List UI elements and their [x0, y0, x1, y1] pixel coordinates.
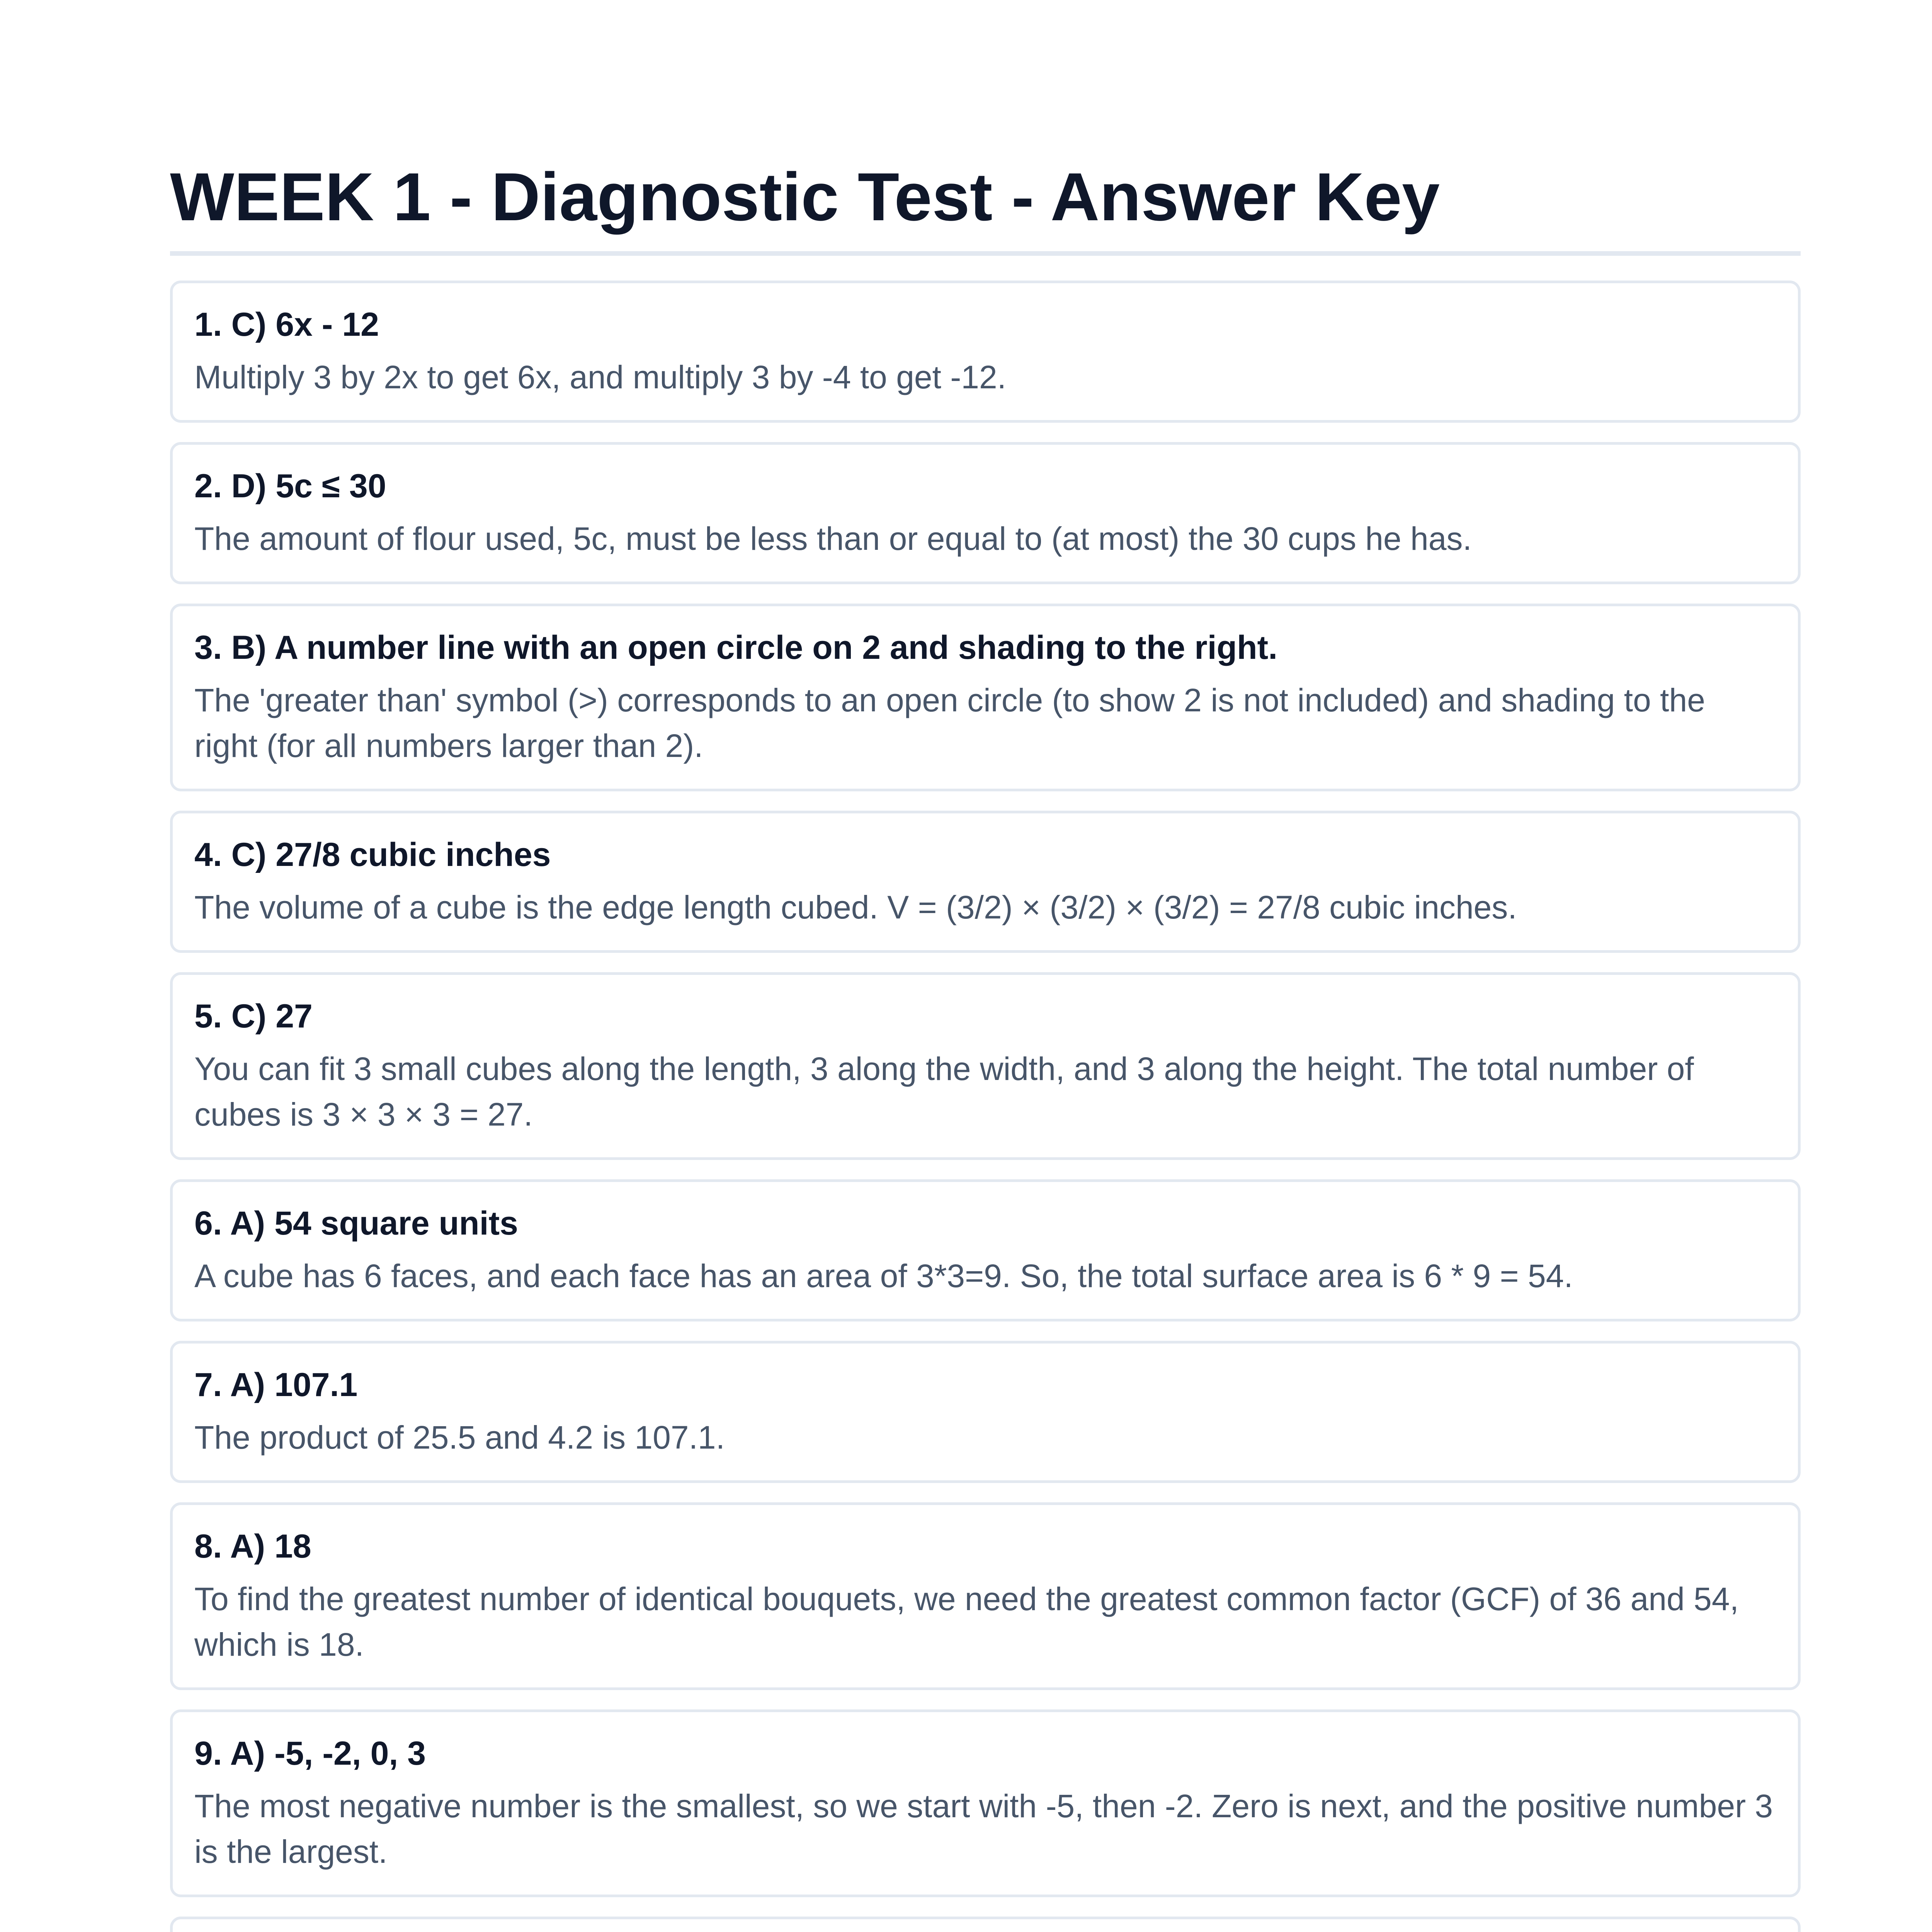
answer-explanation: The product of 25.5 and 4.2 is 107.1. [194, 1419, 725, 1456]
title-divider [170, 251, 1801, 256]
answer-card-5 [170, 972, 1801, 1160]
answer-heading: 9. A) -5, -2, 0, 3 [194, 1735, 426, 1772]
answer-card-2 [170, 442, 1801, 584]
answer-card-1 [170, 281, 1801, 423]
answer-explanation: The volume of a cube is the edge length cubed. V = (3/2) × (3/2) × (3/2) = 27/8 cubic inches. [194, 889, 1517, 925]
answer-explanation: A cube has 6 faces, and each face has an area of 3*3=9. So, the total surface area is 6 * 9 = 54. [194, 1258, 1573, 1294]
answer-heading: 8. A) 18 [194, 1528, 311, 1565]
answer-card-3 [170, 604, 1801, 791]
answer-key-page [170, 151, 1801, 1932]
answer-card-9 [170, 1709, 1801, 1897]
answer-explanation: The most negative number is the smallest, so we start with -5, then -2. Zero is next, and the positive number 3 is the largest. [194, 1788, 1773, 1870]
answer-heading: 5. C) 27 [194, 998, 313, 1035]
answer-heading: 4. C) 27/8 cubic inches [194, 836, 551, 873]
answer-explanation: To find the greatest number of identical bouquets, we need the greatest common factor (GCF) of 36 and 54, which is 18. [194, 1581, 1739, 1663]
answer-explanation: Multiply 3 by 2x to get 6x, and multiply 3 by -4 to get -12. [194, 359, 1007, 395]
answer-heading: 7. A) 107.1 [194, 1366, 358, 1403]
answer-card-7 [170, 1341, 1801, 1483]
answer-explanation: The 'greater than' symbol (>) corresponds to an open circle (to show 2 is not included) and shading to the right (for all numbers larger than 2). [194, 682, 1705, 764]
answer-heading: 6. A) 54 square units [194, 1205, 518, 1242]
answer-card-8 [170, 1502, 1801, 1690]
answer-heading: 3. B) A number line with an open circle on 2 and shading to the right. [194, 629, 1278, 666]
answer-card-4 [170, 811, 1801, 953]
answer-heading: 1. C) 6x - 12 [194, 306, 379, 343]
answer-explanation: The amount of flour used, 5c, must be less than or equal to (at most) the 30 cups he has. [194, 520, 1472, 557]
answer-card-6 [170, 1179, 1801, 1321]
answer-list [170, 281, 1801, 1932]
answer-heading: 2. D) 5c ≤ 30 [194, 468, 386, 505]
answer-explanation: You can fit 3 small cubes along the length, 3 along the width, and 3 along the height. The total number of cubes is 3 × 3 × 3 = 27. [194, 1051, 1694, 1133]
answer-card-10 [170, 1917, 1801, 1932]
page-title: WEEK 1 - Diagnostic Test - Answer Key [170, 159, 1440, 235]
